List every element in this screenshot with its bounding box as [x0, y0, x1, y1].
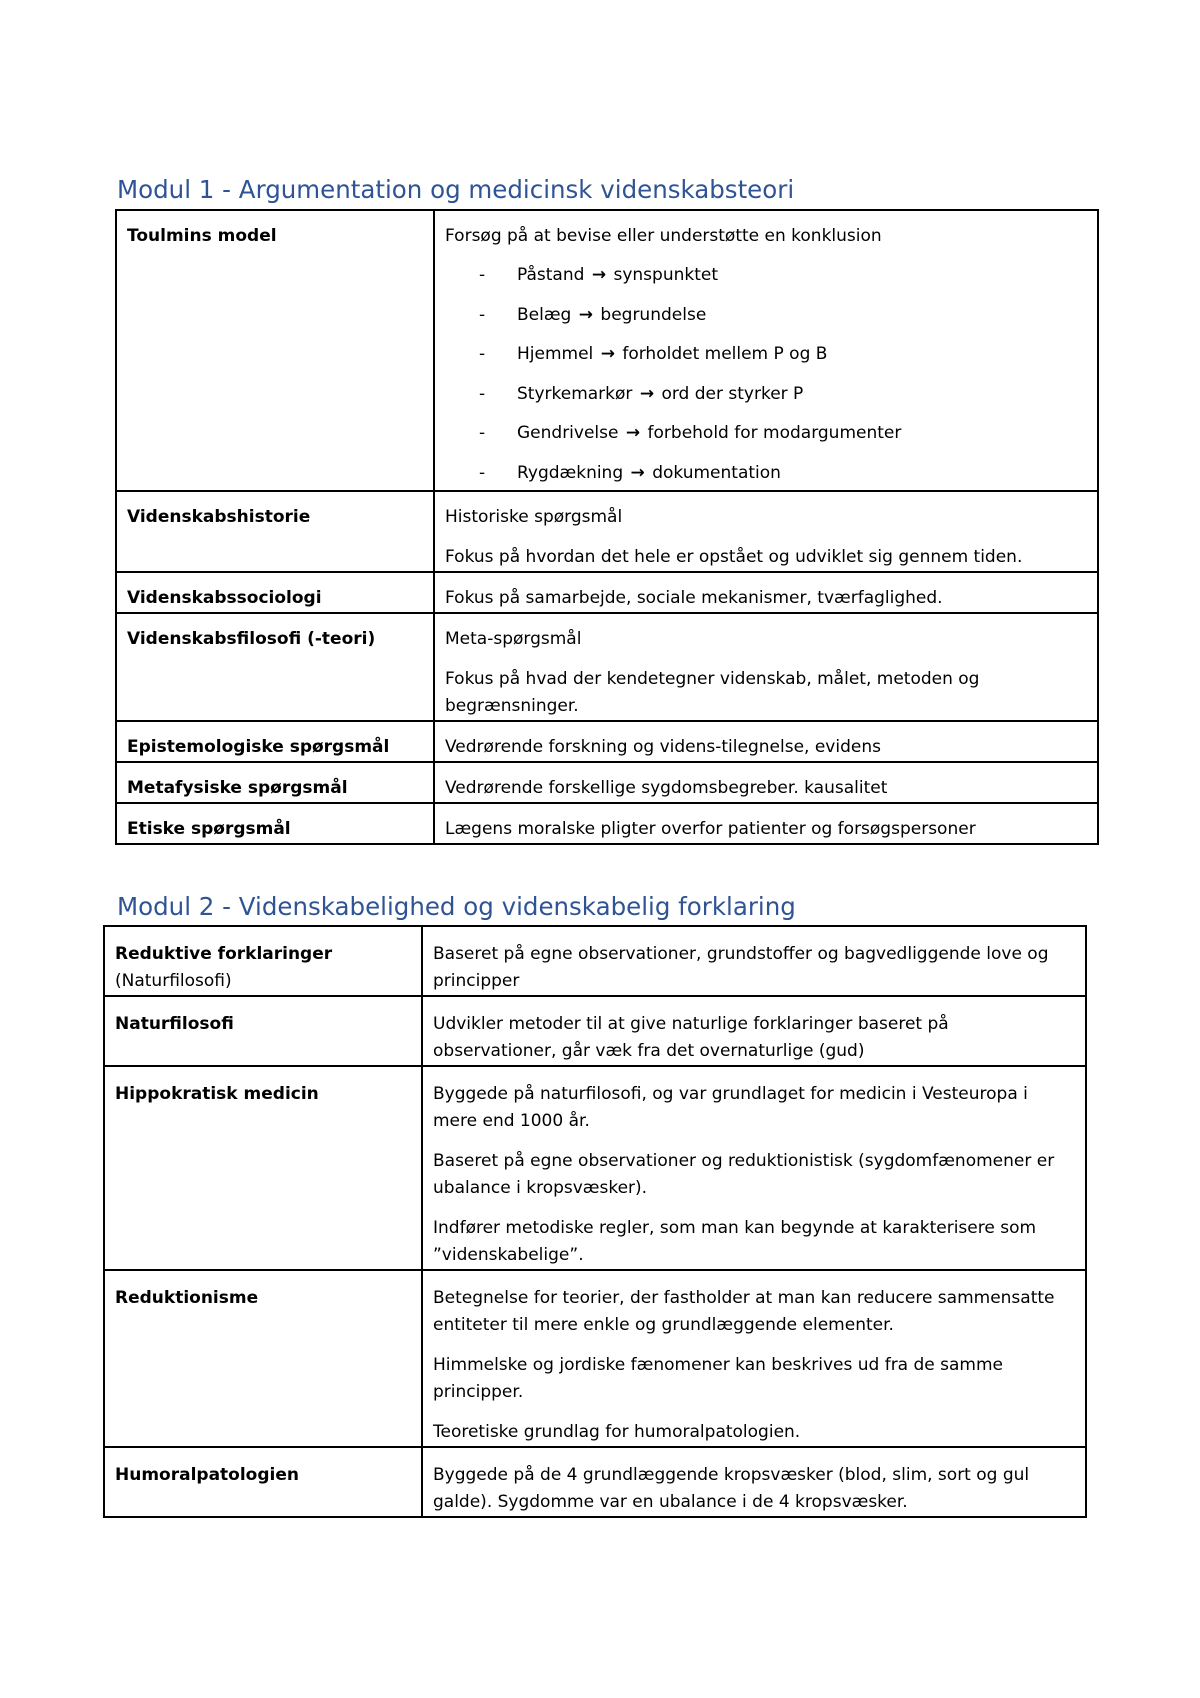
term-cell — [116, 762, 434, 803]
description-cell — [422, 926, 1086, 996]
term-cell — [116, 613, 434, 721]
table-row — [116, 491, 1098, 572]
term-label: Hippokratisk medicin — [115, 1084, 319, 1104]
description-text: Fokus på samarbejde, sociale mekanismer, tværfaglighed. — [445, 588, 943, 608]
table-row — [116, 613, 1098, 721]
description-text: Betegnelse for teorier, der fastholder at man kan reducere sammensatte entiteter til mere enkle og grundlæggende elementer. — [433, 1288, 1055, 1335]
description-cell — [434, 803, 1098, 844]
toulmin-list — [445, 262, 1089, 487]
right-arrow-icon: → — [625, 423, 641, 443]
description-text: Baseret på egne observationer, grundstoffer og bagvedliggende love og principper — [433, 944, 1049, 991]
table-row — [116, 210, 1098, 491]
description-cell — [422, 1270, 1086, 1447]
term-cell — [104, 1270, 422, 1447]
term-cell — [116, 803, 434, 844]
term-label: Etiske spørgsmål — [127, 819, 291, 839]
dash-marker: - — [479, 265, 486, 285]
description-cell — [422, 996, 1086, 1066]
right-arrow-icon: → — [630, 462, 645, 483]
list-item: - Styrkemarkør → ord der styrker P — [445, 381, 1089, 408]
term-cell — [104, 996, 422, 1066]
dash-marker: - — [479, 344, 486, 364]
dash-marker: - — [479, 462, 486, 483]
term-label: Toulmins model — [127, 226, 277, 246]
description-cell — [434, 721, 1098, 762]
description-cell — [434, 572, 1098, 613]
description-text: Fokus på hvad der kendetegner videnskab, målet, metoden og begrænsninger. — [445, 669, 980, 716]
description-text: Forsøg på at bevise eller understøtte en konklusion — [445, 226, 882, 246]
description-cell — [434, 613, 1098, 721]
term-label: Reduktive forklaringer — [115, 944, 333, 964]
term-label: Reduktionisme — [115, 1288, 259, 1308]
term-label: Epistemologiske spørgsmål — [127, 737, 390, 757]
description-text: Himmelske og jordiske fænomener kan beskrives ud fra de samme principper. — [433, 1355, 1004, 1402]
list-item: - Påstand → synspunktet — [445, 262, 1089, 289]
table-row — [116, 803, 1098, 844]
description-cell — [434, 491, 1098, 572]
term-cell — [104, 1066, 422, 1270]
term-label: Naturfilosofi — [115, 1014, 234, 1034]
description-cell — [422, 1447, 1086, 1517]
term-label: Humoralpatologien — [115, 1465, 299, 1485]
list-item: - Gendrivelse → forbehold for modargumenter — [445, 420, 1089, 447]
dash-marker: - — [479, 423, 486, 443]
table-row — [116, 721, 1098, 762]
list-item: - Belæg → begrundelse — [445, 302, 1089, 329]
term-cell — [116, 721, 434, 762]
modul2-table — [103, 925, 1087, 1518]
description-text: Vedrørende forskellige sygdomsbegreber. kausalitet — [445, 778, 888, 798]
table-row — [104, 1270, 1086, 1447]
term-cell — [104, 1447, 422, 1517]
term-cell — [116, 491, 434, 572]
description-cell — [434, 762, 1098, 803]
modul1-table — [115, 209, 1099, 845]
description-cell — [434, 210, 1098, 491]
description-text: Vedrørende forskning og videns-tilegnelse, evidens — [445, 737, 881, 757]
list-item: - Rygdækning → dokumentation — [445, 460, 1089, 487]
table-row — [104, 1066, 1086, 1270]
term-cell — [116, 572, 434, 613]
description-text: Teoretiske grundlag for humoralpatologien. — [433, 1422, 801, 1442]
term-sublabel: (Naturfilosofi) — [115, 971, 232, 991]
table-row — [116, 762, 1098, 803]
table-row — [104, 926, 1086, 996]
description-text: Fokus på hvordan det hele er opstået og udviklet sig gennem tiden. — [445, 547, 1023, 567]
right-arrow-icon: → — [578, 304, 593, 325]
right-arrow-icon: → — [639, 383, 655, 404]
table-row — [104, 996, 1086, 1066]
modul2-heading: Modul 2 - Videnskabelighed og videnskabelig forklaring — [117, 892, 796, 921]
description-text: Meta-spørgsmål — [445, 629, 582, 649]
description-text: Byggede på de 4 grundlæggende kropsvæsker (blod, slim, sort og gul galde). Sygdomme var en ubalance i de 4 kropsvæsker. — [433, 1465, 1030, 1512]
list-item: - Hjemmel → forholdet mellem P og B — [445, 341, 1089, 368]
description-text: Baseret på egne observationer og reduktionistisk (sygdomfænomener er ubalance i kropsvæsker). — [433, 1151, 1055, 1198]
term-cell — [116, 210, 434, 491]
table-row — [116, 572, 1098, 613]
description-cell — [422, 1066, 1086, 1270]
right-arrow-icon: → — [600, 344, 615, 364]
modul1-heading: Modul 1 - Argumentation og medicinsk videnskabsteori — [117, 175, 795, 204]
description-text: Udvikler metoder til at give naturlige forklaringer baseret på observationer, går væk fra det overnaturlige (gud) — [433, 1014, 949, 1061]
right-arrow-icon: → — [591, 265, 607, 285]
term-label: Videnskabshistorie — [127, 507, 311, 527]
dash-marker: - — [479, 383, 486, 404]
description-text: Indfører metodiske regler, som man kan begynde at karakterisere som ”videnskabelige”. — [433, 1218, 1037, 1265]
term-label: Metafysiske spørgsmål — [127, 778, 348, 798]
term-label: Videnskabsfilosofi (-teori) — [127, 629, 376, 649]
table-row — [104, 1447, 1086, 1517]
description-text: Lægens moralske pligter overfor patienter og forsøgspersoner — [445, 819, 976, 839]
term-cell — [104, 926, 422, 996]
term-label: Videnskabssociologi — [127, 588, 322, 608]
description-text: Historiske spørgsmål — [445, 507, 623, 527]
dash-marker: - — [479, 304, 486, 325]
description-text: Byggede på naturfilosofi, og var grundlaget for medicin i Vesteuropa i mere end 1000 år. — [433, 1084, 1028, 1131]
